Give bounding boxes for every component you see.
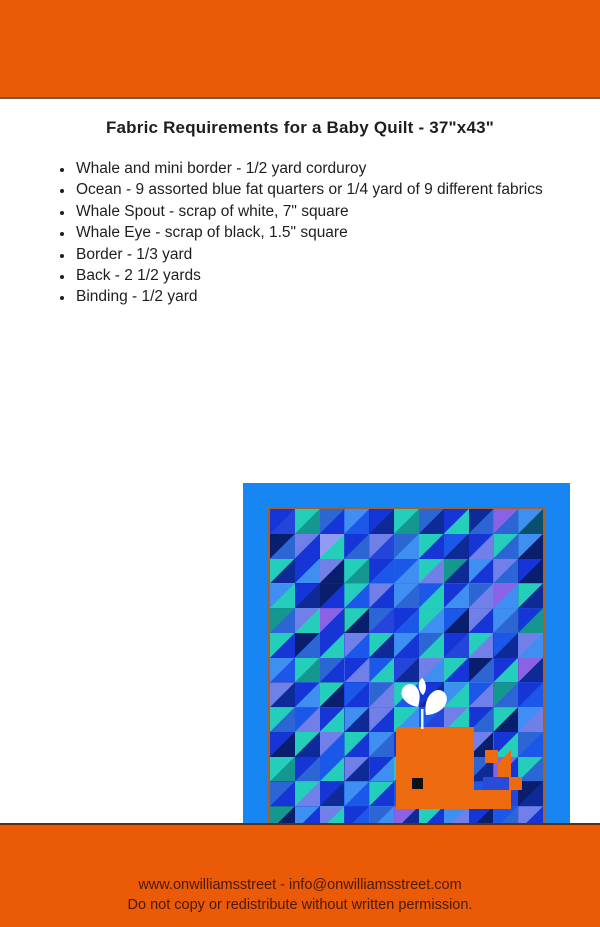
quilt-cell-upper-triangle	[270, 633, 295, 658]
whale-spout-icon	[393, 671, 451, 729]
quilt-cell	[493, 534, 518, 559]
quilt-cell-upper-triangle	[518, 583, 543, 608]
quilt-cell-upper-triangle	[344, 707, 369, 732]
quilt-cell	[419, 633, 444, 658]
quilt-cell-upper-triangle	[295, 633, 320, 658]
quilt-cell	[419, 608, 444, 633]
quilt-cell	[444, 559, 469, 584]
quilt-cell-upper-triangle	[320, 633, 345, 658]
quilt-image	[241, 481, 572, 860]
quilt-cell	[320, 583, 345, 608]
quilt-cell	[518, 608, 543, 633]
quilt-cell	[344, 509, 369, 534]
quilt-cell	[469, 534, 494, 559]
whale-tail-piece	[485, 750, 498, 763]
quilt-cell-upper-triangle	[320, 707, 345, 732]
quilt-cell-upper-triangle	[295, 658, 320, 683]
quilt-cell	[518, 534, 543, 559]
quilt-cell-upper-triangle	[394, 534, 419, 559]
quilt-cell-upper-triangle	[344, 781, 369, 806]
quilt-cell-upper-triangle	[444, 608, 469, 633]
quilt-cell-upper-triangle	[344, 608, 369, 633]
quilt-cell	[369, 583, 394, 608]
quilt-cell	[369, 559, 394, 584]
quilt-cell	[344, 583, 369, 608]
quilt-cell	[518, 732, 543, 757]
quilt-cell-upper-triangle	[493, 534, 518, 559]
quilt-cell-upper-triangle	[344, 658, 369, 683]
quilt-cell	[493, 658, 518, 683]
quilt-cell-upper-triangle	[270, 534, 295, 559]
quilt-cell-upper-triangle	[419, 509, 444, 534]
quilt-cell-upper-triangle	[295, 781, 320, 806]
quilt-cell-upper-triangle	[295, 732, 320, 757]
quilt-cell	[295, 509, 320, 534]
requirement-item: • Whale Eye - scrap of black, 1.5" square	[74, 222, 566, 243]
quilt-cell	[394, 509, 419, 534]
quilt-cell-upper-triangle	[419, 583, 444, 608]
quilt-cell	[320, 781, 345, 806]
quilt-cell-upper-triangle	[295, 707, 320, 732]
quilt-cell-upper-triangle	[295, 583, 320, 608]
quilt-cell-upper-triangle	[270, 608, 295, 633]
quilt-cell	[518, 509, 543, 534]
quilt-cell	[369, 608, 394, 633]
quilt-cell-upper-triangle	[270, 509, 295, 534]
quilt-cell	[493, 633, 518, 658]
quilt-field	[268, 507, 545, 833]
quilt-cell-upper-triangle	[295, 757, 320, 782]
quilt-cell	[369, 658, 394, 683]
quilt-cell-upper-triangle	[493, 707, 518, 732]
quilt-cell-upper-triangle	[344, 757, 369, 782]
quilt-cell-upper-triangle	[493, 509, 518, 534]
quilt-cell-upper-triangle	[518, 633, 543, 658]
quilt-cell-upper-triangle	[518, 608, 543, 633]
quilt-cell	[394, 534, 419, 559]
quilt-cell-upper-triangle	[295, 682, 320, 707]
quilt-cell-upper-triangle	[320, 509, 345, 534]
quilt-cell-upper-triangle	[493, 633, 518, 658]
quilt-cell-upper-triangle	[270, 757, 295, 782]
requirement-item: • Binding - 1/2 yard	[74, 286, 566, 307]
quilt-cell-upper-triangle	[320, 583, 345, 608]
quilt-cell-upper-triangle	[493, 608, 518, 633]
quilt-cell-upper-triangle	[419, 608, 444, 633]
quilt-cell	[518, 559, 543, 584]
quilt-cell-upper-triangle	[320, 559, 345, 584]
quilt-cell	[320, 608, 345, 633]
quilt-cell	[444, 583, 469, 608]
quilt-cell-upper-triangle	[469, 608, 494, 633]
quilt-cell-upper-triangle	[419, 633, 444, 658]
quilt-cell	[320, 534, 345, 559]
quilt-cell-upper-triangle	[295, 534, 320, 559]
quilt-cell-upper-triangle	[369, 534, 394, 559]
quilt-cell-upper-triangle	[344, 732, 369, 757]
quilt-cell-upper-triangle	[344, 633, 369, 658]
quilt-cell	[444, 608, 469, 633]
quilt-cell	[295, 633, 320, 658]
whale-tail-piece	[509, 777, 522, 790]
quilt-cell-upper-triangle	[320, 757, 345, 782]
quilt-cell-upper-triangle	[270, 559, 295, 584]
quilt-cell-upper-triangle	[444, 559, 469, 584]
quilt-cell-upper-triangle	[369, 633, 394, 658]
quilt-cell-upper-triangle	[320, 781, 345, 806]
quilt-cell	[469, 559, 494, 584]
quilt-cell	[469, 509, 494, 534]
quilt-cell-upper-triangle	[369, 732, 394, 757]
requirement-item: • Back - 2 1/2 yards	[74, 265, 566, 286]
requirement-item: • Whale and mini border - 1/2 yard corduroy	[74, 158, 566, 179]
whale-jaw	[472, 790, 511, 809]
quilt-cell	[320, 757, 345, 782]
quilt-cell-upper-triangle	[394, 633, 419, 658]
quilt-cell	[344, 732, 369, 757]
quilt-cell	[344, 608, 369, 633]
quilt-cell-upper-triangle	[270, 781, 295, 806]
quilt-cell	[518, 658, 543, 683]
quilt-cell	[270, 608, 295, 633]
quilt-cell	[270, 682, 295, 707]
quilt-cell-upper-triangle	[270, 732, 295, 757]
quilt-cell	[270, 732, 295, 757]
quilt-cell	[295, 559, 320, 584]
quilt-cell	[469, 583, 494, 608]
quilt-cell	[469, 658, 494, 683]
quilt-cell	[344, 534, 369, 559]
quilt-cell	[369, 682, 394, 707]
quilt-cell	[419, 559, 444, 584]
quilt-cell	[469, 608, 494, 633]
quilt-cell	[270, 781, 295, 806]
quilt-cell-upper-triangle	[369, 682, 394, 707]
quilt-cell-upper-triangle	[444, 633, 469, 658]
quilt-cell-upper-triangle	[469, 534, 494, 559]
quilt-cell	[295, 682, 320, 707]
quilt-cell	[419, 583, 444, 608]
quilt-cell	[394, 583, 419, 608]
top-orange-band	[0, 0, 600, 99]
quilt-cell	[295, 534, 320, 559]
quilt-cell	[295, 583, 320, 608]
quilt-cell-upper-triangle	[320, 682, 345, 707]
quilt-cell-upper-triangle	[493, 658, 518, 683]
quilt-cell-upper-triangle	[444, 509, 469, 534]
quilt-cell-upper-triangle	[369, 583, 394, 608]
quilt-cell	[344, 559, 369, 584]
quilt-cell	[270, 707, 295, 732]
quilt-cell-upper-triangle	[320, 534, 345, 559]
quilt-cell	[344, 757, 369, 782]
quilt-cell-upper-triangle	[518, 559, 543, 584]
quilt-cell-upper-triangle	[419, 559, 444, 584]
quilt-cell	[518, 707, 543, 732]
quilt-cell	[295, 608, 320, 633]
quilt-cell-upper-triangle	[394, 583, 419, 608]
quilt-cell	[518, 633, 543, 658]
quilt-cell	[320, 682, 345, 707]
quilt-cell	[493, 583, 518, 608]
quilt-cell-upper-triangle	[469, 658, 494, 683]
quilt-cell-upper-triangle	[295, 509, 320, 534]
quilt-cell-upper-triangle	[320, 732, 345, 757]
whale-tail-blue-patch	[483, 777, 509, 790]
quilt-cell	[270, 633, 295, 658]
quilt-cell	[270, 559, 295, 584]
quilt-cell	[419, 534, 444, 559]
quilt-cell	[295, 757, 320, 782]
quilt-cell	[295, 707, 320, 732]
quilt-cell	[419, 509, 444, 534]
quilt-cell	[270, 534, 295, 559]
quilt-cell	[518, 583, 543, 608]
quilt-cell-upper-triangle	[369, 781, 394, 806]
quilt-cell	[344, 658, 369, 683]
quilt-cell-upper-triangle	[369, 757, 394, 782]
quilt-cell	[344, 781, 369, 806]
quilt-cell-upper-triangle	[493, 682, 518, 707]
quilt-cell-upper-triangle	[444, 534, 469, 559]
quilt-cell	[444, 633, 469, 658]
quilt-cell-upper-triangle	[444, 583, 469, 608]
quilt-cell	[394, 608, 419, 633]
quilt-cell	[369, 732, 394, 757]
quilt-cell	[469, 682, 494, 707]
quilt-cell	[369, 781, 394, 806]
quilt-cell	[270, 509, 295, 534]
requirements-list	[56, 158, 566, 308]
quilt-cell-upper-triangle	[394, 559, 419, 584]
quilt-cell	[493, 608, 518, 633]
quilt-cell-upper-triangle	[295, 608, 320, 633]
quilt-cell-upper-triangle	[518, 509, 543, 534]
quilt-cell-upper-triangle	[320, 608, 345, 633]
quilt-cell-upper-triangle	[344, 559, 369, 584]
quilt-cell	[493, 707, 518, 732]
quilt-cell-upper-triangle	[518, 732, 543, 757]
quilt-cell	[444, 509, 469, 534]
quilt-cell	[369, 633, 394, 658]
requirement-item: • Ocean - 9 assorted blue fat quarters or 1/4 yard of 9 different fabrics	[74, 179, 566, 200]
quilt-cell-upper-triangle	[344, 534, 369, 559]
quilt-cell	[369, 509, 394, 534]
footer-contact-line: www.onwilliamsstreet - info@onwilliamsstreet.com	[138, 877, 462, 893]
quilt-cell	[369, 707, 394, 732]
quilt-cell-upper-triangle	[344, 583, 369, 608]
quilt-cell-upper-triangle	[469, 583, 494, 608]
quilt-cell-upper-triangle	[270, 707, 295, 732]
quilt-cell-upper-triangle	[394, 509, 419, 534]
quilt-cell	[493, 559, 518, 584]
quilt-cell	[394, 559, 419, 584]
quilt-cell	[320, 633, 345, 658]
quilt-cell	[270, 757, 295, 782]
quilt-cell-upper-triangle	[518, 707, 543, 732]
quilt-cell-upper-triangle	[419, 534, 444, 559]
quilt-cell	[493, 509, 518, 534]
quilt-cell-upper-triangle	[518, 682, 543, 707]
requirement-item: • Border - 1/3 yard	[74, 244, 566, 265]
requirement-item: • Whale Spout - scrap of white, 7" square	[74, 201, 566, 222]
page-title: Fabric Requirements for a Baby Quilt - 37"x43"	[105, 118, 495, 137]
quilt-cell	[369, 534, 394, 559]
quilt-cell-upper-triangle	[295, 559, 320, 584]
whale-body	[396, 727, 474, 809]
quilt-cell	[394, 633, 419, 658]
quilt-cell	[320, 732, 345, 757]
quilt-cell-upper-triangle	[469, 682, 494, 707]
quilt-cell	[493, 682, 518, 707]
quilt-cell-upper-triangle	[270, 583, 295, 608]
quilt-cell-upper-triangle	[369, 559, 394, 584]
quilt-cell	[320, 658, 345, 683]
whale-eye	[412, 778, 423, 789]
quilt-cell	[444, 534, 469, 559]
quilt-cell-upper-triangle	[369, 608, 394, 633]
quilt-cell	[369, 757, 394, 782]
quilt-cell	[295, 658, 320, 683]
quilt-cell	[518, 682, 543, 707]
quilt-cell-upper-triangle	[320, 658, 345, 683]
quilt-cell-upper-triangle	[518, 658, 543, 683]
quilt-cell-upper-triangle	[394, 608, 419, 633]
quilt-cell-upper-triangle	[270, 682, 295, 707]
quilt-cell	[344, 707, 369, 732]
whale-tail-piece	[498, 763, 511, 777]
quilt-cell-upper-triangle	[270, 658, 295, 683]
quilt-cell-upper-triangle	[493, 559, 518, 584]
quilt-cell-upper-triangle	[493, 583, 518, 608]
quilt-cell	[320, 509, 345, 534]
quilt-cell	[295, 732, 320, 757]
quilt-cell	[320, 707, 345, 732]
quilt-cell	[295, 781, 320, 806]
quilt-cell	[344, 682, 369, 707]
quilt-cell	[270, 658, 295, 683]
quilt-cell	[469, 633, 494, 658]
quilt-cell	[320, 559, 345, 584]
quilt-cell-upper-triangle	[369, 509, 394, 534]
quilt-cell-upper-triangle	[469, 559, 494, 584]
quilt-cell-upper-triangle	[369, 707, 394, 732]
quilt-cell-upper-triangle	[344, 509, 369, 534]
footer-copyright-line: Do not copy or redistribute without written permission.	[127, 897, 473, 913]
quilt-cell-upper-triangle	[469, 633, 494, 658]
quilt-cell-upper-triangle	[344, 682, 369, 707]
quilt-cell-upper-triangle	[518, 534, 543, 559]
quilt-cell	[344, 633, 369, 658]
quilt-cell	[270, 583, 295, 608]
quilt-cell-upper-triangle	[469, 509, 494, 534]
footer-orange-band	[0, 823, 600, 927]
quilt-cell-upper-triangle	[369, 658, 394, 683]
footer-text	[0, 875, 600, 915]
